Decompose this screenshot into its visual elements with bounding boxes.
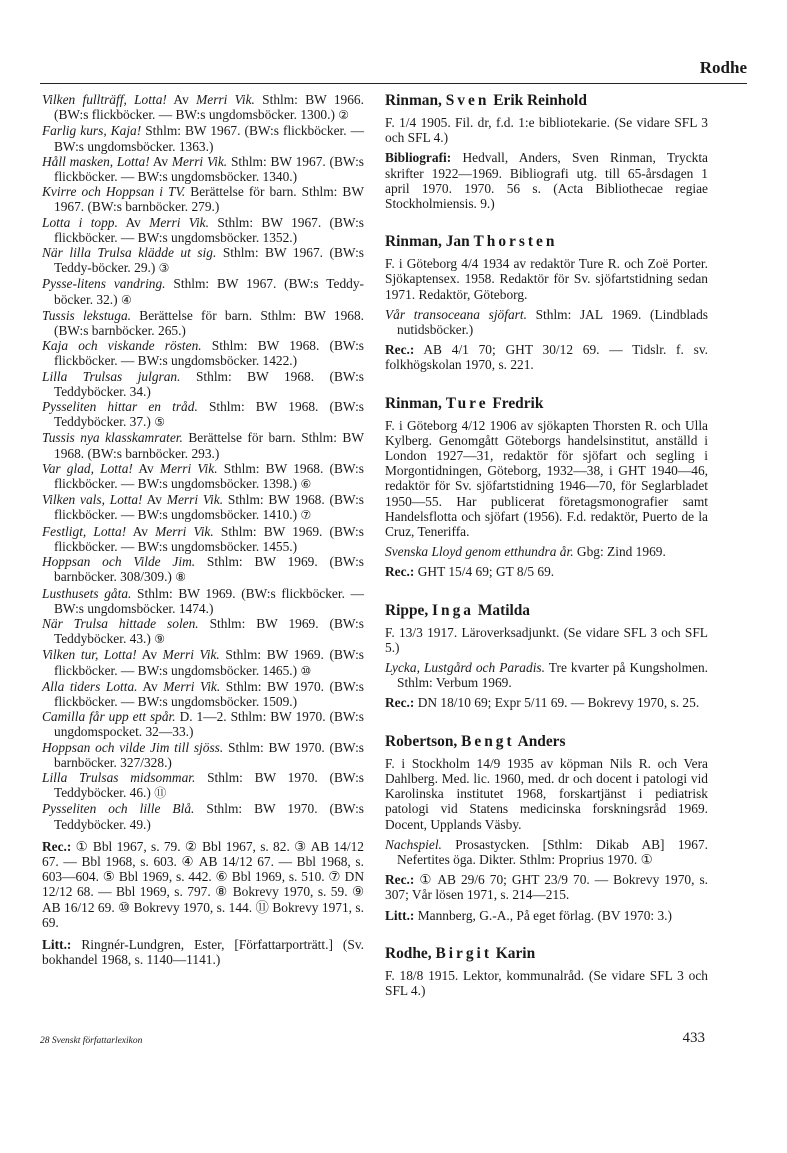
bibliography-item [42,123,364,153]
bibliography-item [42,586,364,616]
review-marker: ⑤ [154,415,165,430]
other-names: Fredrik [488,394,544,412]
given-name-spaced: Ture [445,394,489,412]
bibliography-item [42,461,364,492]
entry-name [385,233,708,251]
bibliography-item [42,616,364,647]
given-name-spaced: Bengt [461,732,515,750]
entry-name [385,92,708,110]
work-details: Av [126,523,156,539]
bibliography-note [385,150,708,211]
work-details: Sthlm: BW 1968. (BW:s flickböcker. — BW:s ungdomsböcker. 1410.) [54,492,364,523]
bibliography-item [42,369,364,399]
work-title: Hoppsan och vilde Jim till sjöss. [42,739,224,755]
work-title: När Trulsa hittade solen. [42,615,199,631]
rec-label: Rec.: [385,695,415,711]
rec-text: GHT 15/4 69; GT 8/5 69. [414,564,555,580]
work-title: Camilla får upp ett spår. [42,709,176,725]
work-title: Lycka, Lustgård och Paradis. [385,660,545,676]
work-details: Sthlm: BW 1969. (BW:s flickböcker. — BW:s ungdomsböcker. 1474.) [54,585,364,616]
work-details: Sthlm: BW 1967. (BW:s flickböcker. — BW:s ungdomsböcker. 1340.) [54,153,365,185]
review-marker: ⑩ [300,663,312,678]
work-title: Vilken fullträff, Lotta! [42,92,167,107]
work-details: Sthlm: BW 1969. (BW:s flickböcker. — BW:s ungdomsböcker. 1465.) [54,647,364,678]
entry-name [385,733,708,751]
header-rule [40,83,747,84]
work-details: Sthlm: BW 1970. (BW:s Teddyböcker. 49.) [54,801,364,832]
work-details: Sthlm: BW 1970. (BW:s flickböcker. — BW:s ungdomsböcker. 1509.) [54,678,365,709]
given-name-spaced: Birgit [435,944,492,962]
work-title: Vilken vals, Lotta! [42,492,143,508]
author-entry [385,945,708,998]
review-line [385,564,708,579]
litt-label: Litt.: [42,936,72,952]
bibliography-item [42,276,364,307]
work-details: Av [136,647,163,663]
review-marker: ⑨ [154,632,165,647]
review-marker: ③ [158,261,170,276]
author-entry [385,733,708,923]
work-title: När lilla Trulsa klädde ut sig. [42,245,217,261]
given-name-spaced: Thorsten [473,233,558,251]
biography: F. 18/8 1915. Lektor, kommunalråd. (Se vidare SFL 3 och SFL 4.) [385,967,708,998]
left-rec [42,839,364,930]
review-line [385,872,708,902]
bibliography-item [42,215,364,245]
running-head: Rodhe [699,58,747,77]
rec-text: ① Bbl 1967, s. 79. ② Bbl 1967, s. 82. ③ AB 14/12 67. — Bbl 1968, s. 603. ④ AB 14/12 67. — Bbl 1968, s. 603—604. ⑤ Bbl 1969, s. 442. ⑥ Bbl 1969, s. 510. ⑦ DN 12/12 68. — Bbl 1969, s. 797. ⑧ Bokrevy 1970, s. 59. ⑨ AB 16/12 69. ⑩ Bokrevy 1970, s. 144. ⑪ Bokrevy 1971, s. 69. [42,838,364,930]
work-details: Berättelse för barn. Sthlm: BW 1967. (BW:s barnböcker. 279.) [54,184,364,215]
rec-text: ① AB 29/6 70; GHT 23/9 70. — Bokrevy 1970, s. 307; Vår lösen 1971, s. 214—215. [385,872,708,903]
author-entry [385,395,708,580]
work-title: Lusthusets gåta. [42,585,132,601]
work-title: Lilla Trulsas julgran. [42,368,181,384]
litt-label: Litt.: [385,907,415,923]
bibliography-item [42,245,364,276]
bibliography-item [42,92,364,123]
work-title: Kvirre och Hoppsan i TV. [42,184,186,200]
author-entry [385,233,708,372]
other-names: Anders [514,732,566,750]
work-title: Tussis lekstuga. [42,307,131,323]
work-details: Av [142,492,167,508]
review-marker: ⑪ [154,786,167,801]
bibliography-item [42,524,364,554]
work-title: Vilken tur, Lotta! [42,647,137,663]
other-names: Karin [491,944,536,962]
page-number: 433 [682,1030,705,1046]
author-entry [385,602,708,711]
given-name-spaced: Sven [445,92,490,109]
entry-name [385,602,708,620]
biography: F. 13/3 1917. Läroverksadjunkt. (Se vidare SFL 3 och SFL 5.) [385,624,708,655]
biography: F. i Göteborg 4/12 1906 av sjökapten Thorsten R. och Ulla Kylberg. Genomgått Göteborgs handelsinstitut, anställd i London 1927—31, redaktör för sjöfart och segling i Morgontidningen, Göteborg, 1932—38, i GHT 1940—46, redaktör för Sv. sjöfartstidning 1946—70, för Seglarbladet 1950—55. Har publicerat företagsmonografier samt Handelsflotta och sjöfart (1956). F.d. redaktör, Puerto de la Cruz, Teneriffa. [385,417,708,540]
rec-text: DN 18/10 69; Expr 5/11 69. — Bokrevy 1970, s. 25. [414,695,700,711]
bibliography-item [42,709,364,739]
review-line [385,695,708,710]
work-details: Sthlm: BW 1968. (BW:s Teddyböcker. 37.) [54,399,365,430]
work-details: Sthlm: BW 1967. (BW:s Teddy-böcker. 32.) [54,276,364,307]
other-names: Erik Reinhold [489,92,587,109]
bibliography-item [42,801,364,831]
pseudonym: Merri Vik. [155,523,214,539]
bibliography-item [42,554,364,585]
entries-list [385,92,708,998]
work-details: Sthlm: BW 1969. (BW:s flickböcker. — BW:s ungdomsböcker. 1455.) [54,523,364,554]
bibliography-text: Hedvall, Anders, Sven Rinman, Tryckta skrifter 1922—1969. Bibliografi utg. till 65-årsdagen 1 april 1970. 1970. 56 s. (Acta Bibliothecae regiae Stockholmiensis. 9.) [385,150,708,212]
bibliography-item [42,770,364,801]
work-item [385,307,708,337]
bibliography-item [42,154,364,184]
pseudonym: Merri Vik. [196,92,255,107]
work-item [385,544,708,559]
work-title: Lilla Trulsas midsommar. [42,769,196,785]
work-title: Alla tiders Lotta. [42,678,138,694]
work-details: Sthlm: BW 1970. (BW:s Teddyböcker. 46.) [54,769,364,801]
work-title: Tussis nya klasskamrater. [42,430,183,446]
work-title: Var glad, Lotta! [42,460,133,476]
work-title: Pysseliten och lille Blå. [42,801,195,817]
right-column [385,92,708,1020]
author-entry [385,92,708,211]
work-item [385,660,708,690]
work-details: Av [149,153,172,169]
work-item [385,837,708,867]
work-details: Berättelse för barn. Sthlm: BW 1968. (BW:s barnböcker. 265.) [54,307,365,339]
rec-label: Rec.: [42,838,72,854]
work-title: Pysse-litens vandring. [42,276,166,292]
review-marker: ② [338,108,350,123]
litt-text: Mannberg, G.-A., På eget förlag. (BV 1970: 3.) [414,907,672,923]
surname: Robertson, [385,732,462,750]
work-details: Av [117,214,150,230]
bibliography-item [42,338,364,368]
review-marker: ⑦ [300,508,312,523]
work-title: Kaja och viskande rösten. [42,338,202,354]
other-names: Matilda [474,601,531,619]
litt-line [385,908,708,923]
bibliography-item [42,647,364,678]
work-title: Lotta i topp. [42,214,118,230]
biography: F. 1/4 1905. Fil. dr, f.d. 1:e bibliotekarie. (Se vidare SFL 3 och SFL 4.) [385,115,708,146]
review-marker: ④ [120,292,132,307]
work-details: Av [137,678,164,694]
entry-name [385,395,708,413]
review-marker: ⑥ [300,477,312,492]
surname: Rippe, [385,601,433,619]
bibliography-item [42,740,364,770]
work-title: Håll masken, Lotta! [42,153,150,169]
left-column [42,92,364,967]
surname: Rodhe, [385,944,436,962]
rec-label: Rec.: [385,872,415,888]
footer-signature: 28 Svenskt författarlexikon [40,1036,143,1046]
work-title: Festligt, Lotta! [42,523,127,539]
work-details: Prosastycken. [Sthlm: Dikab AB] 1967. Nefertites öga. Dikter. Sthlm: Proprius 1970. ① [397,836,708,867]
biography: F. i Göteborg 4/4 1934 av redaktör Ture R. och Zoë Porter. Sjökaptensex. 1958. Redaktör för Sv. sjöfartstidning sedan 1971. Redaktör, Göteborg. [385,256,708,302]
work-details: Sthlm: BW 1969. (BW:s Teddyböcker. 43.) [54,615,364,647]
entry-name [385,945,708,963]
work-details: Berättelse för barn. Sthlm: BW 1968. (BW:s barnböcker. 293.) [54,430,364,461]
work-details: D. 1—2. Sthlm: BW 1970. (BW:s ungdomspocket. 32—33.) [54,709,364,740]
left-litt [42,937,364,967]
work-details: Sthlm: BW 1967. (BW:s Teddy-böcker. 29.) [54,245,365,276]
rec-text: AB 4/1 70; GHT 30/12 69. — Tidslr. f. sv. folkhögskolan 1970, s. 221. [385,342,708,373]
work-title: Vår transoceana sjöfart. [385,306,527,322]
work-title: Nachspiel. [385,836,442,852]
surname: Rinman, Jan [385,233,474,251]
work-title: Hoppsan och Vilde Jim. [42,554,196,570]
litt-text: Ringnér-Lundgren, Ester, [Författarporträtt.] (Sv. bokhandel 1968, s. 1140—1141.) [42,936,364,968]
work-details: Sthlm: JAL 1969. (Lindblads nutidsböcker.) [397,306,708,338]
work-details: Sthlm: BW 1969. (BW:s barnböcker. 308/309.) [54,554,364,585]
work-details: Sthlm: BW 1968. (BW:s Teddyböcker. 34.) [54,368,365,399]
bibliography-item [42,430,364,460]
work-details: Sthlm: BW 1967. (BW:s flickböcker. — BW:s ungdomsböcker. 1352.) [54,214,365,245]
biography: F. i Stockholm 14/9 1935 av köpman Nils R. och Vera Dahlberg. Med. lic. 1960, med. dr och docent i patologi vid Karolinska institutet 1968, forskartjänst i pediatrisk patologi vid Statens medicinska forskningsråd 1969. Docent, Upplands Väsby. [385,755,708,832]
review-line [385,342,708,372]
work-details: Av [132,460,160,476]
bibliography-item [42,184,364,214]
work-details: Sthlm: BW 1970. (BW:s barnböcker. 327/328.) [54,739,364,770]
bibliography-item [42,492,364,523]
work-details: Gbg: Zind 1969. [573,544,666,560]
rec-label: Rec.: [385,564,415,580]
bibliography-item [42,399,364,430]
bibliography-item [42,679,364,709]
surname: Rinman, [385,394,446,412]
work-details: Sthlm: BW 1966. (BW:s flickböcker. — BW:s ungdomsböcker. 1300.) [54,92,364,123]
pseudonym: Merri Vik. [149,214,209,230]
bibliography-label: Bibliografi: [385,150,452,166]
pseudonym: Merri Vik. [162,647,220,663]
review-marker: ⑧ [175,570,186,585]
bibliography-item [42,308,364,338]
work-details: Av [166,92,197,107]
work-title: Farlig kurs, Kaja! [42,123,142,139]
bibliography-list [42,92,364,832]
pseudonym: Merri Vik. [166,492,224,508]
work-details: Sthlm: BW 1968. (BW:s flickböcker. — BW:s ungdomsböcker. 1422.) [54,338,364,369]
pseudonym: Merri Vik. [171,153,228,169]
work-title: Svenska Lloyd genom etthundra år. [385,544,574,560]
given-name-spaced: Inga [432,601,474,619]
work-details: Tre kvarter på Kungsholmen. Sthlm: Verbum 1969. [397,660,709,691]
work-title: Pysseliten hittar en tråd. [42,399,198,415]
work-details: Sthlm: BW 1967. (BW:s flickböcker. — BW:s ungdomsböcker. 1363.) [54,123,364,154]
surname: Rinman, [385,92,446,109]
pseudonym: Merri Vik. [159,460,218,476]
work-details: Sthlm: BW 1968. (BW:s flickböcker. — BW:s ungdomsböcker. 1398.) [54,460,364,492]
rec-label: Rec.: [385,342,415,358]
pseudonym: Merri Vik. [163,678,221,694]
